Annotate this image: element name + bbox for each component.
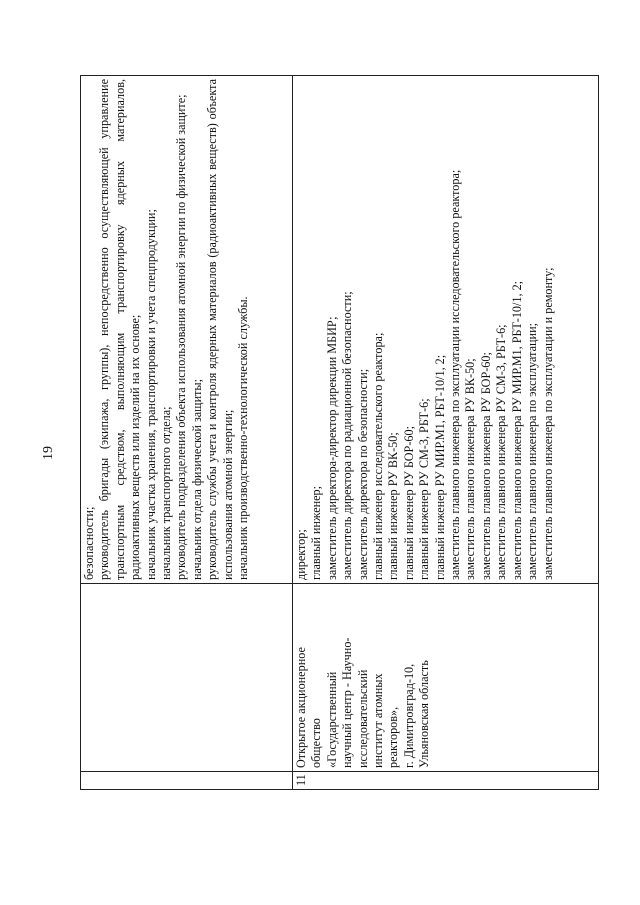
organization-cell	[81, 584, 293, 772]
position-line: главный инженер РУ МИР.М1, РБТ-10/1, 2;	[432, 354, 447, 580]
position-line: начальник транспортного отдела;	[159, 406, 174, 580]
page-number: 19	[41, 446, 56, 460]
organization-line: научный центр - Научно-	[340, 637, 355, 768]
position-line: главный инженер РУ БОР-60;	[401, 426, 416, 580]
position-line: заместитель директора по безопасности;	[355, 368, 370, 580]
position-line: главный инженер;	[309, 485, 324, 580]
organization-line: общество	[309, 718, 324, 768]
row-number-cell	[81, 772, 293, 790]
positions-table	[80, 75, 599, 790]
position-line: заместитель главного инженера РУ БОР-60;	[478, 352, 493, 580]
position-line: заместитель главного инженера РУ ВК-50;	[463, 358, 478, 580]
organization-line: г. Димитровград-10,	[401, 663, 416, 768]
position-line: заместитель директора по радиационной безопасности;	[340, 291, 355, 580]
position-line: начальник отдела физической защиты;	[189, 379, 204, 580]
row-number-cell: 11	[293, 772, 599, 790]
position-line: начальник участка хранения, транспортировки и учета спецпродукции;	[143, 209, 158, 580]
position-line: руководитель службы учета и контроля ядерных материалов (радиоактивных веществ) объекта использования атомной энергии;	[205, 79, 235, 580]
positions-cell	[293, 76, 599, 584]
position-line: руководитель бригады (экипажа, группы), непосредственно осуществляющей управление транспортным средством, выполняющим транспортировку ядерных материалов, радиоактивных веществ или изделий на их основе;	[97, 79, 143, 580]
position-line: заместитель главного инженера РУ СМ-3, РБТ-6;	[494, 324, 509, 580]
position-line: главный инженер РУ ВК-50;	[386, 432, 401, 580]
position-line: заместитель главного инженера РУ МИР.М1, РБТ-10/1, 2;	[509, 280, 524, 580]
position-line: заместитель директора-директор дирекции МБИР;	[324, 316, 339, 580]
table-row-continued	[81, 76, 293, 790]
position-line: главный инженер исследовательского реактора;	[371, 332, 386, 580]
positions-cell	[81, 76, 293, 584]
table-row-11	[293, 76, 599, 790]
organization-line: Ульяновская область	[417, 660, 432, 768]
organization-line: институт атомных	[371, 673, 386, 768]
organization-cell	[293, 584, 599, 772]
position-line: заместитель главного инженера по эксплуатации исследовательского реактора;	[448, 169, 463, 580]
position-line: директор;	[294, 529, 308, 580]
position-line: заместитель главного инженера по эксплуатации;	[525, 323, 540, 580]
position-line: руководитель подразделения объекта использования атомной энергии по физической защите;	[174, 94, 189, 580]
position-line: начальник производственно-технологической службы.	[236, 296, 251, 580]
organization-line: исследовательский	[355, 669, 370, 768]
position-line: заместитель главного инженера по эксплуатации и ремонту;	[540, 267, 555, 580]
position-line: главный инженер РУ СМ-3, РБТ-6;	[417, 398, 432, 580]
organization-line: реакторов»,	[386, 706, 401, 768]
organization-line: «Государственный	[324, 671, 339, 768]
position-line: безопасности;	[82, 506, 96, 580]
organization-line: Открытое акционерное	[294, 647, 308, 768]
